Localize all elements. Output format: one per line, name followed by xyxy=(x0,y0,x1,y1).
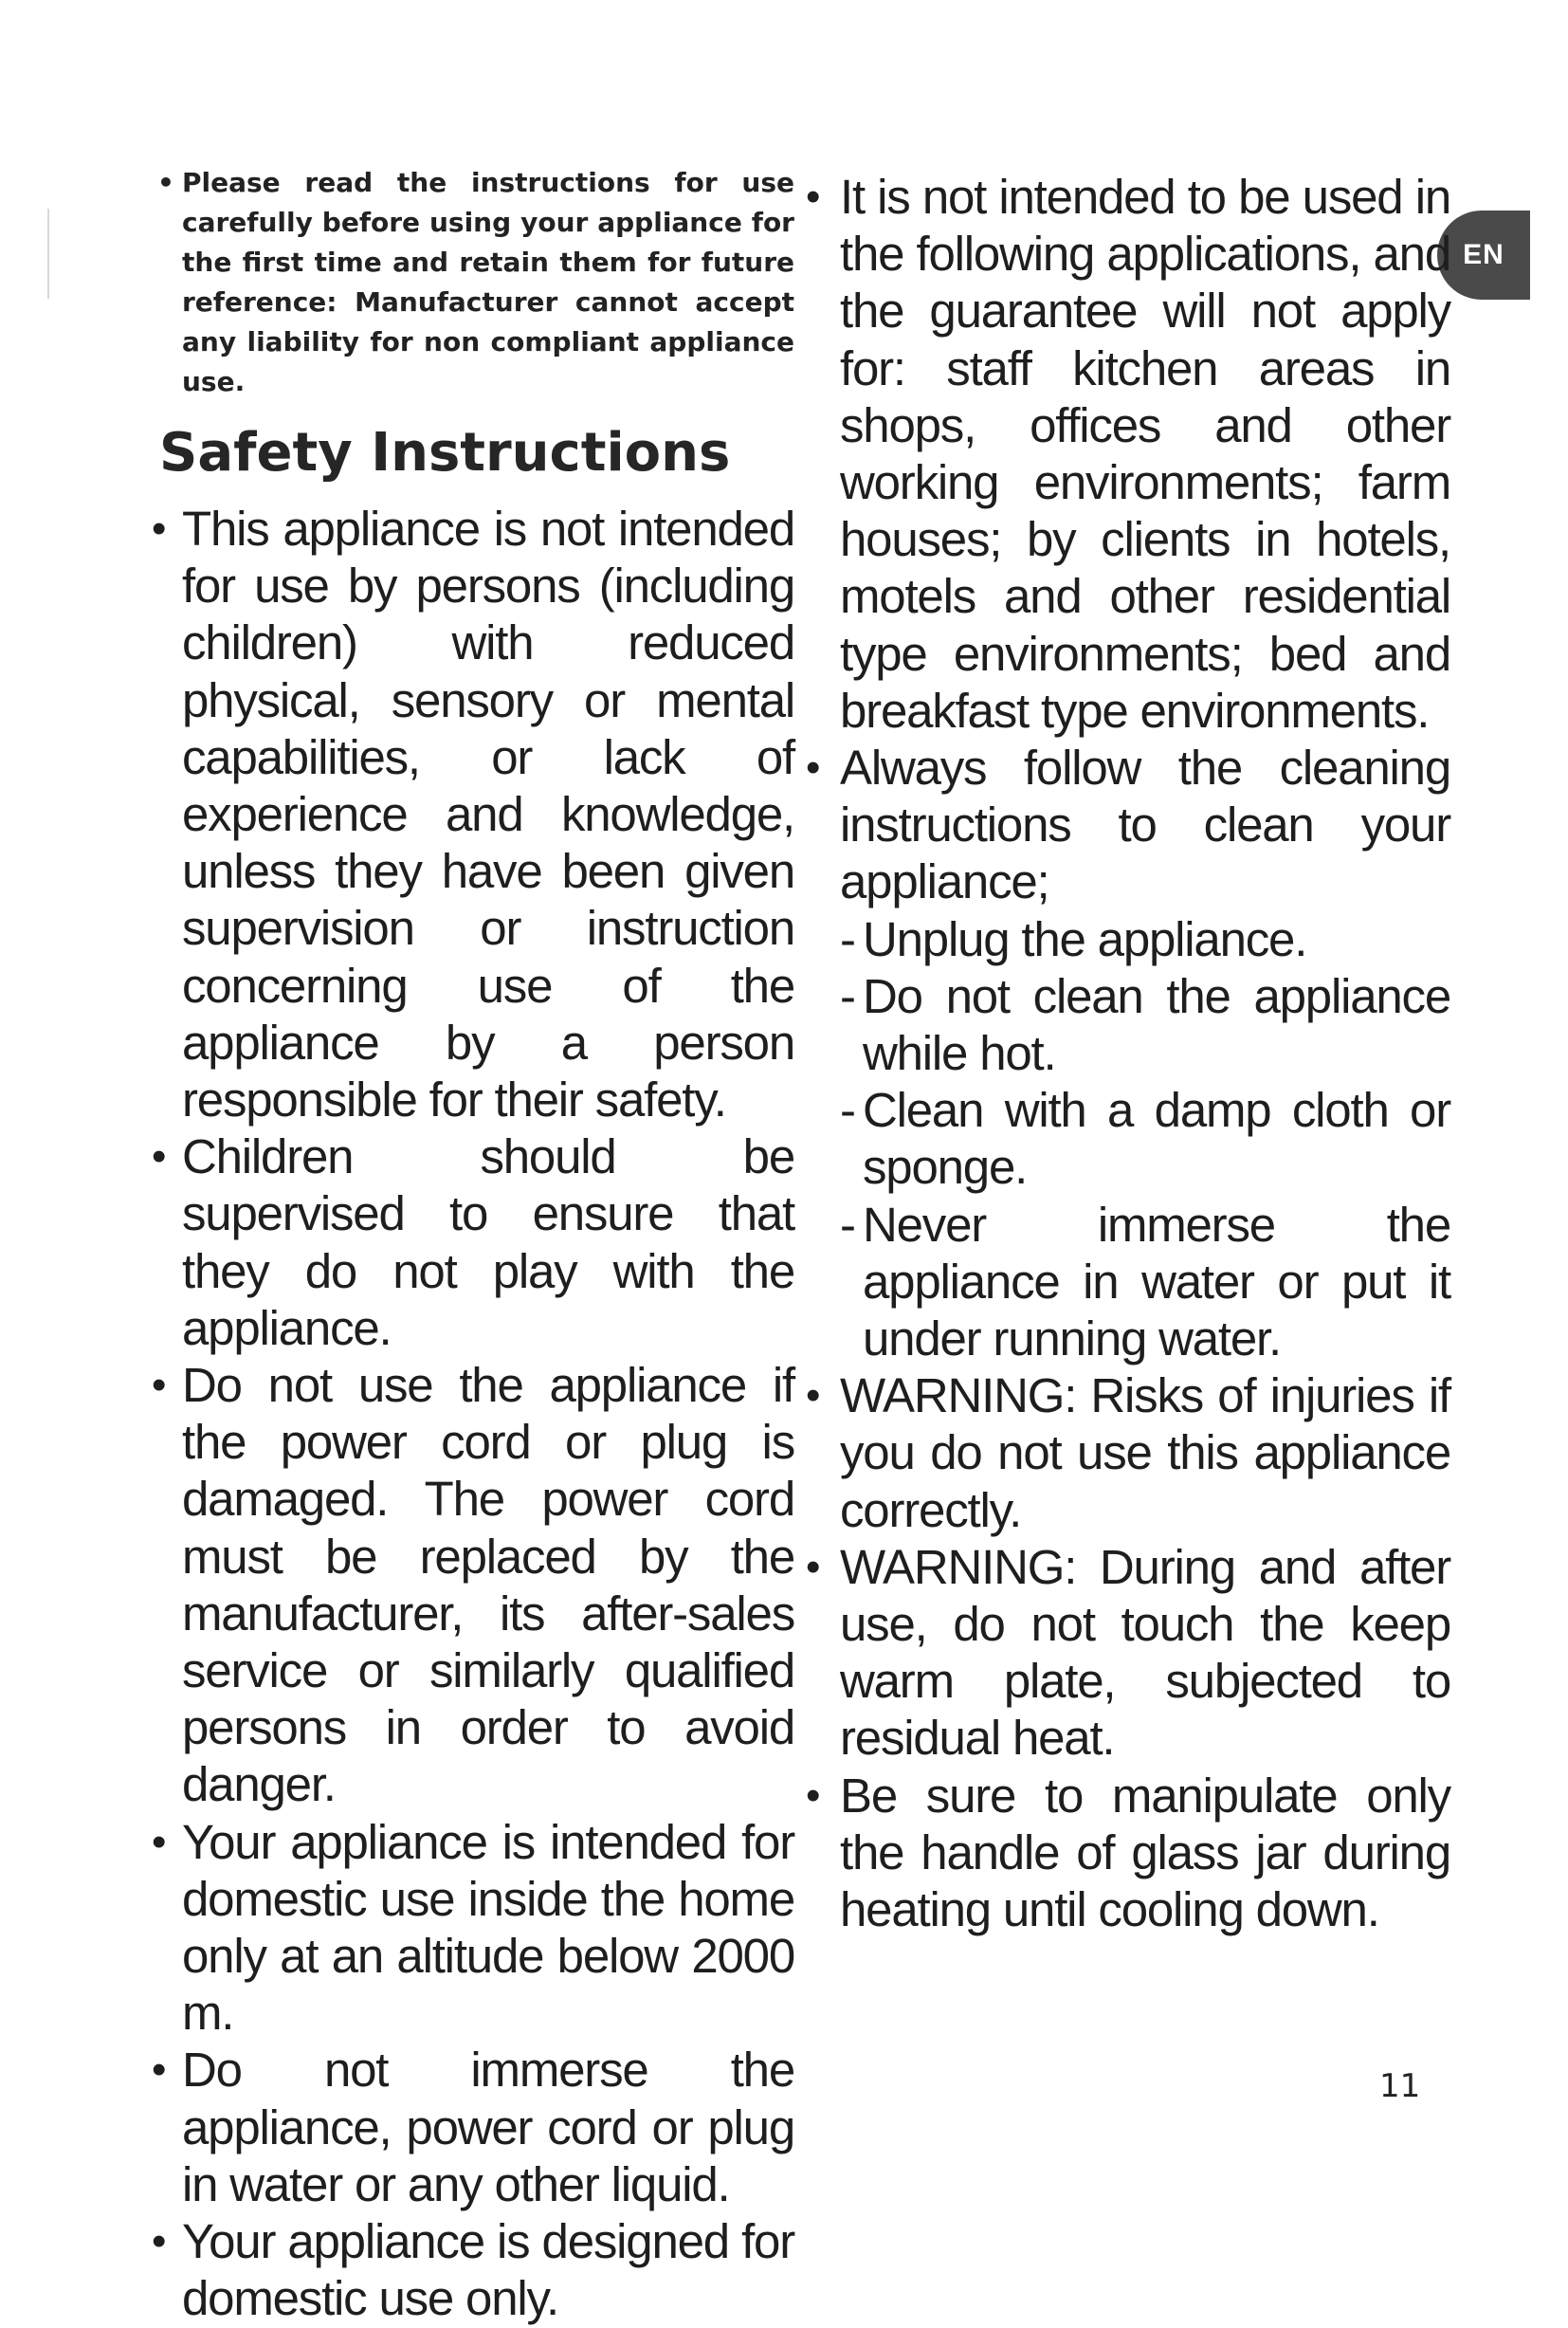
list-item xyxy=(152,501,794,1128)
language-tab-label: EN xyxy=(1463,239,1504,270)
page-number: 11 xyxy=(1379,2067,1421,2105)
intro-note-text: Please read the instructions for use carefully before using your appliance for the first time and retain them for future reference: Manufacturer cannot accept any liability for non compliant appliance use. xyxy=(182,167,794,397)
list-item-text: WARNING: Risks of injuries if you do not use this appliance correctly. xyxy=(840,1368,1450,1537)
list-item xyxy=(806,169,1450,740)
cleaning-step xyxy=(806,911,1450,968)
section-title: Safety Instructions xyxy=(159,422,731,484)
left-bullet-list xyxy=(152,501,794,2328)
list-item-text: Do not use the appliance if the power cord or plug is damaged. The power cord must be replaced by the manufacturer, its after-sales service or similarly qualified persons in order to avoid danger. xyxy=(182,1358,794,1812)
bullet-icon: • xyxy=(806,1372,820,1420)
bullet-icon: • xyxy=(152,2046,166,2094)
left-column xyxy=(152,163,794,2328)
list-item-text: Children should be supervised to ensure that they do not play with the appliance. xyxy=(182,1129,794,1355)
list-item xyxy=(152,2213,794,2327)
list-item xyxy=(806,1539,1450,1768)
dash-icon: - xyxy=(840,911,855,966)
right-column xyxy=(806,169,1450,1938)
bullet-icon: • xyxy=(806,1771,820,1819)
bullet-icon: • xyxy=(157,167,174,198)
language-tab xyxy=(1437,211,1530,300)
list-item-text: Always follow the cleaning instructions to clean your appliance; xyxy=(840,741,1450,909)
list-item xyxy=(152,1357,794,1814)
cleaning-step xyxy=(806,968,1450,1082)
bullet-icon: • xyxy=(152,2218,166,2265)
list-item-text: WARNING: During and after use, do not touch the keep warm plate, subjected to residual heat. xyxy=(840,1539,1450,1766)
list-item-text: Your appliance is designed for domestic use only. xyxy=(182,2214,794,2326)
bullet-icon: • xyxy=(806,744,820,792)
list-item-text: This appliance is not intended for use by persons (including children) with reduced physical, sensory or mental capabilities, or lack of experience and knowledge, unless they have been given supervision or instruction concerning use of the appliance by a person responsible for their safety. xyxy=(182,502,794,1127)
page-margin-line xyxy=(47,209,49,299)
cleaning-step-text: Clean with a damp cloth or sponge. xyxy=(863,1083,1450,1195)
list-item xyxy=(806,1768,1450,1939)
dash-icon: - xyxy=(840,1083,855,1138)
cleaning-step-text: Unplug the appliance. xyxy=(863,911,1307,966)
list-item xyxy=(806,1367,1450,1539)
list-item-text: Be sure to manipulate only the handle of glass jar during heating until cooling down. xyxy=(840,1768,1450,1937)
cleaning-step xyxy=(806,1197,1450,1368)
bullet-icon: • xyxy=(152,1362,166,1409)
cleaning-steps-list xyxy=(806,911,1450,1368)
list-item-text: It is not intended to be used in the following applications, and the guarantee will not apply for: staff kitchen areas in shops, offices and other working environments; farm houses; by clients in hotels, motels and other residential type environments; bed and breakfast type environments. xyxy=(840,170,1450,738)
list-item xyxy=(152,1128,794,1357)
right-bullet-list xyxy=(806,169,1450,911)
cleaning-step-text: Do not clean the appliance while hot. xyxy=(863,968,1450,1081)
list-item xyxy=(152,2042,794,2213)
cleaning-step xyxy=(806,1082,1450,1196)
bullet-icon: • xyxy=(152,1818,166,1865)
list-item-text: Do not immerse the appliance, power cord or plug in water or any other liquid. xyxy=(182,2043,794,2211)
bullet-icon: • xyxy=(152,1133,166,1181)
dash-icon: - xyxy=(840,968,855,1023)
dash-icon: - xyxy=(840,1197,855,1252)
right-bullet-list-continued xyxy=(806,1367,1450,1938)
cleaning-step-text: Never immerse the appliance in water or put it under running water. xyxy=(863,1197,1450,1366)
intro-note xyxy=(159,163,794,402)
bullet-icon: • xyxy=(806,1543,820,1590)
list-item-text: Your appliance is intended for domestic use inside the home only at an altitude below 2000 m. xyxy=(182,1814,794,2041)
bullet-icon: • xyxy=(152,505,166,552)
list-item xyxy=(152,1814,794,2043)
list-item xyxy=(806,740,1450,911)
bullet-icon: • xyxy=(806,174,820,220)
